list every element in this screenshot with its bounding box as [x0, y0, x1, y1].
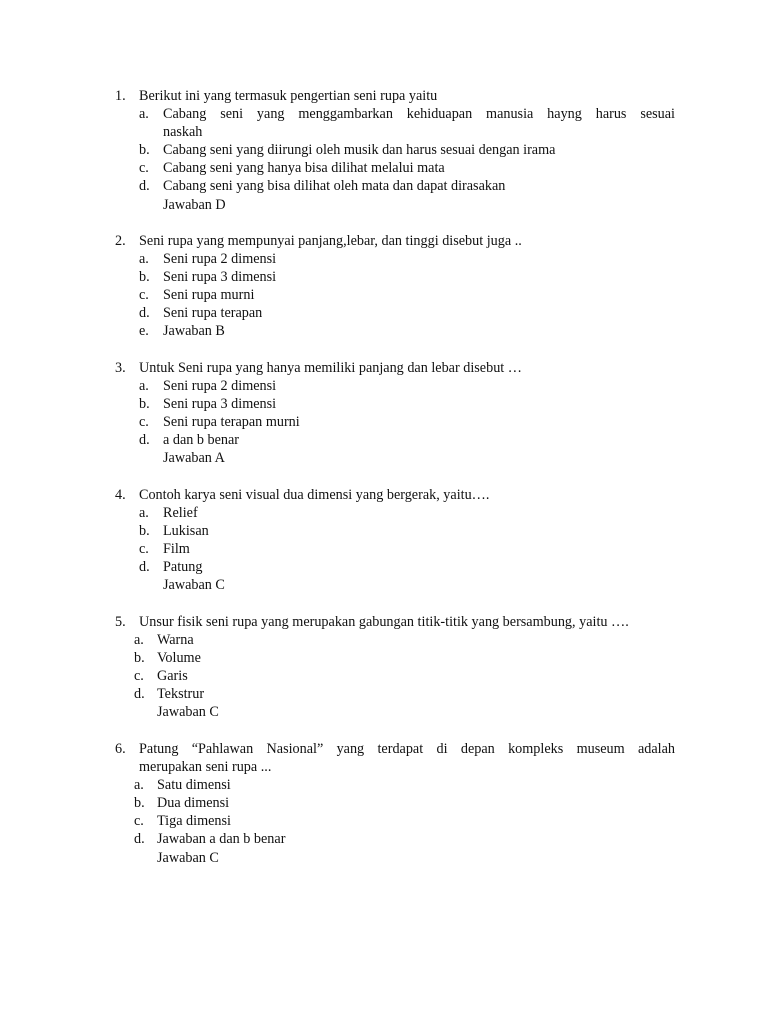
- option-text: Tiga dimensi: [157, 813, 231, 830]
- option-c: [115, 286, 675, 304]
- option-letter: d.: [139, 432, 150, 449]
- option-letter: d.: [134, 686, 145, 703]
- option-text: Seni rupa 2 dimensi: [163, 378, 277, 395]
- option-letter: a.: [139, 106, 149, 123]
- question-1: [115, 87, 675, 214]
- option-text: Cabang seni yang bisa dilihat oleh mata dan dapat dirasakan: [163, 178, 506, 195]
- option-text: Warna: [157, 632, 194, 649]
- option-text-continued: naskah: [163, 124, 203, 141]
- option-a: [115, 250, 675, 268]
- question-6: [115, 740, 675, 867]
- option-c: [115, 159, 675, 177]
- question-text: Seni rupa yang mempunyai panjang,lebar, dan tinggi disebut juga ..: [139, 233, 522, 249]
- question-number: 1.: [115, 88, 126, 104]
- option-text: Tekstrur: [157, 686, 205, 703]
- option-text: Satu dimensi: [157, 777, 231, 794]
- answer-line: [115, 449, 675, 467]
- option-text: Cabang seni yang diirungi oleh musik dan harus sesuai dengan irama: [163, 142, 556, 159]
- answer-text: Jawaban C: [157, 704, 219, 721]
- question-text: Contoh karya seni visual dua dimensi yang bergerak, yaitu….: [139, 487, 490, 503]
- option-letter: c.: [139, 287, 149, 304]
- question-text: Untuk Seni rupa yang hanya memiliki panjang dan lebar disebut …: [139, 360, 522, 376]
- question-text-continued: merupakan seni rupa ...: [139, 759, 272, 776]
- option-d: [115, 830, 675, 848]
- option-text: a dan b benar: [163, 432, 240, 449]
- option-letter: b.: [139, 269, 150, 286]
- option-a: [115, 377, 675, 395]
- option-a: [115, 631, 675, 649]
- option-text: Volume: [157, 650, 201, 667]
- option-letter: c.: [139, 160, 149, 177]
- question-text-continuation: [115, 758, 675, 776]
- option-letter: d.: [139, 305, 150, 322]
- option-c: [115, 667, 675, 685]
- option-text: Dua dimensi: [157, 795, 230, 812]
- question-text: Berikut ini yang termasuk pengertian seni rupa yaitu: [139, 88, 438, 104]
- option-text: Jawaban a dan b benar: [157, 831, 286, 848]
- answer-line: [115, 703, 675, 721]
- question-text: Patung “Pahlawan Nasional” yang terdapat di depan kompleks museum adalah: [139, 741, 675, 757]
- option-text: Cabang seni yang hanya bisa dilihat melalui mata: [163, 160, 445, 177]
- option-text: Garis: [157, 668, 188, 685]
- question-number: 3.: [115, 360, 126, 376]
- option-text: Seni rupa terapan: [163, 305, 263, 322]
- option-letter: b.: [134, 795, 145, 812]
- option-a: [115, 105, 675, 123]
- answer-text: Jawaban D: [163, 196, 226, 213]
- option-text: Film: [163, 541, 190, 558]
- option-b: [115, 141, 675, 159]
- option-letter: d.: [139, 178, 150, 195]
- option-d: [115, 558, 675, 576]
- option-text: Seni rupa 3 dimensi: [163, 269, 277, 286]
- option-letter: a.: [139, 251, 149, 268]
- option-a: [115, 776, 675, 794]
- answer-text: Jawaban A: [163, 450, 225, 467]
- option-letter: c.: [134, 813, 144, 830]
- answer-line: [115, 849, 675, 867]
- option-letter: b.: [139, 142, 150, 159]
- answer-line: [115, 576, 675, 594]
- option-c: [115, 540, 675, 558]
- option-text: Jawaban B: [163, 323, 225, 340]
- option-text: Patung: [163, 559, 203, 576]
- option-letter: d.: [134, 831, 145, 848]
- option-letter: d.: [139, 559, 150, 576]
- option-letter: c.: [139, 541, 149, 558]
- option-b: [115, 794, 675, 812]
- question-number: 6.: [115, 741, 126, 757]
- option-a: [115, 504, 675, 522]
- option-c: [115, 413, 675, 431]
- option-letter: a.: [134, 632, 144, 649]
- answer-text: Jawaban C: [157, 849, 219, 866]
- question-number: 4.: [115, 487, 126, 503]
- option-text: Seni rupa 2 dimensi: [163, 251, 277, 268]
- option-d: [115, 431, 675, 449]
- option-letter: a.: [139, 378, 149, 395]
- option-d: [115, 177, 675, 195]
- option-text: Relief: [163, 505, 198, 522]
- option-a-continuation: [115, 123, 675, 141]
- option-d: [115, 685, 675, 703]
- option-text: Seni rupa 3 dimensi: [163, 396, 277, 413]
- option-letter: c.: [134, 668, 144, 685]
- option-letter: b.: [139, 523, 150, 540]
- question-text: Unsur fisik seni rupa yang merupakan gabungan titik-titik yang bersambung, yaitu ….: [139, 614, 629, 630]
- option-letter: a.: [134, 777, 144, 794]
- option-b: [115, 395, 675, 413]
- option-b: [115, 268, 675, 286]
- option-text: Lukisan: [163, 523, 209, 540]
- question-3: [115, 359, 675, 468]
- option-letter: e.: [139, 323, 149, 340]
- option-text: Seni rupa terapan murni: [163, 414, 300, 431]
- option-e: [115, 322, 675, 340]
- option-letter: b.: [139, 396, 150, 413]
- option-text: Seni rupa murni: [163, 287, 255, 304]
- question-5: [115, 613, 675, 722]
- option-text: Cabang seni yang menggambarkan kehiduapan manusia hayng harus sesuai: [163, 106, 675, 123]
- option-b: [115, 649, 675, 667]
- option-c: [115, 812, 675, 830]
- question-2: [115, 232, 675, 341]
- option-d: [115, 304, 675, 322]
- option-b: [115, 522, 675, 540]
- question-4: [115, 486, 675, 595]
- answer-line: [115, 196, 675, 214]
- question-number: 5.: [115, 614, 126, 630]
- answer-text: Jawaban C: [163, 577, 225, 594]
- option-letter: b.: [134, 650, 145, 667]
- option-letter: a.: [139, 505, 149, 522]
- option-letter: c.: [139, 414, 149, 431]
- question-number: 2.: [115, 233, 126, 249]
